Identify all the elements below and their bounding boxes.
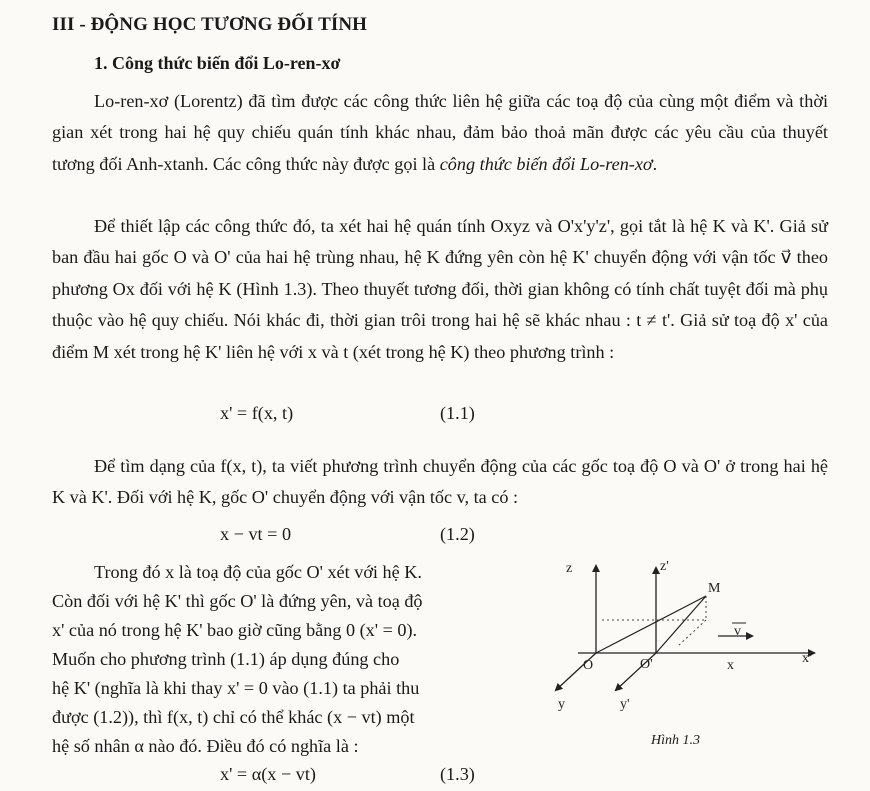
equation-1-2: x − vt = 0 xyxy=(220,524,292,544)
z-prime-label: z' xyxy=(660,559,669,574)
paragraph-4-line: được (1.2)), thì f(x, t) chỉ có thể khác (x − vt) một xyxy=(52,707,415,727)
figure-caption: Hình 1.3 xyxy=(651,733,700,748)
x-label: x xyxy=(727,658,734,673)
z-label: z xyxy=(566,561,573,576)
paragraph-1-text: Lo-ren-xơ (Lorentz) đã tìm được các công thức liên hệ giữa các toạ độ của cùng một điểm và thời gian xét trong hai hệ quy chiếu quán tính khác nhau, đảm bảo thoả mãn được các yêu cầu của thuyết tương đối Anh-xtanh. Các công thức này được gọi là xyxy=(52,91,828,174)
x-prime-label: x' xyxy=(802,651,812,666)
paragraph-1 xyxy=(52,86,828,180)
o-prime-label: O' xyxy=(640,657,653,672)
paragraph-3: Để tìm dạng của f(x, t), ta viết phương trình chuyển động của các gốc toạ độ O và O' ở trong hai hệ K và K'. Đối với hệ K, gốc O' chuyển động với vận tốc v, ta có : xyxy=(52,456,828,508)
paragraph-4-line: hệ K' (nghĩa là khi thay x' = 0 vào (1.1) ta phải thu xyxy=(52,678,420,698)
o-label: O xyxy=(583,658,594,673)
o-prime-to-m-line xyxy=(656,596,706,653)
paragraph-4-line: Còn đối với hệ K' thì gốc O' là đứng yên, và toạ độ xyxy=(52,591,423,611)
section-heading: III - ĐỘNG HỌC TƯƠNG ĐỐI TÍNH xyxy=(52,14,368,35)
paragraph-1-emphasis: công thức biến đổi Lo-ren-xơ xyxy=(439,153,653,174)
figure-1-3-diagram xyxy=(546,556,836,722)
o-to-m-line xyxy=(596,596,706,653)
v-label: v xyxy=(734,624,741,639)
equation-1-1-number: (1.1) xyxy=(440,403,475,423)
paragraph-2: Để thiết lập các công thức đó, ta xét hai hệ quán tính Oxyz và O'x'y'z', gọi tắt là hệ K và K'. Giả sử ban đầu hai gốc O và O' của hai hệ trùng nhau, hệ K đứng yên còn hệ K' chuyển động với vận tốc v⃗ theo phương Ox đối với hệ K (Hình 1.3). Theo thuyết tương đối, thời gian không có tính chất tuyệt đối mà phụ thuộc vào hệ quy chiếu. Nói khác đi, thời gian trôi trong hai hệ sẽ khác nhau : t ≠ t'. Giả sử toạ độ x' của điểm M xét trong hệ K' liên hệ với x và t (xét trong hệ K) theo phương trình : xyxy=(52,216,828,362)
y-label: y xyxy=(558,697,565,712)
equation-1-3: x' = α(x − vt) xyxy=(220,764,316,784)
paragraph-4-line: Trong đó x là toạ độ của gốc O' xét với hệ K. xyxy=(94,562,422,582)
subsection-heading: 1. Công thức biến đổi Lo-ren-xơ xyxy=(94,53,341,73)
paragraph-4-line: Muốn cho phương trình (1.1) áp dụng đúng cho xyxy=(52,649,400,669)
paragraph-4-line: hệ số nhân α nào đó. Điều đó có nghĩa là : xyxy=(52,736,359,756)
paragraph-4-line: x' của nó trong hệ K' bao giờ cũng bằng 0 (x' = 0). xyxy=(52,620,418,640)
y-prime-label: y' xyxy=(620,697,630,712)
equation-1-1: x' = f(x, t) xyxy=(220,403,294,423)
equation-1-2-number: (1.2) xyxy=(440,524,475,544)
paragraph-1-end: . xyxy=(652,153,658,174)
equation-1-3-number: (1.3) xyxy=(440,764,475,784)
m-label: M xyxy=(708,581,721,596)
